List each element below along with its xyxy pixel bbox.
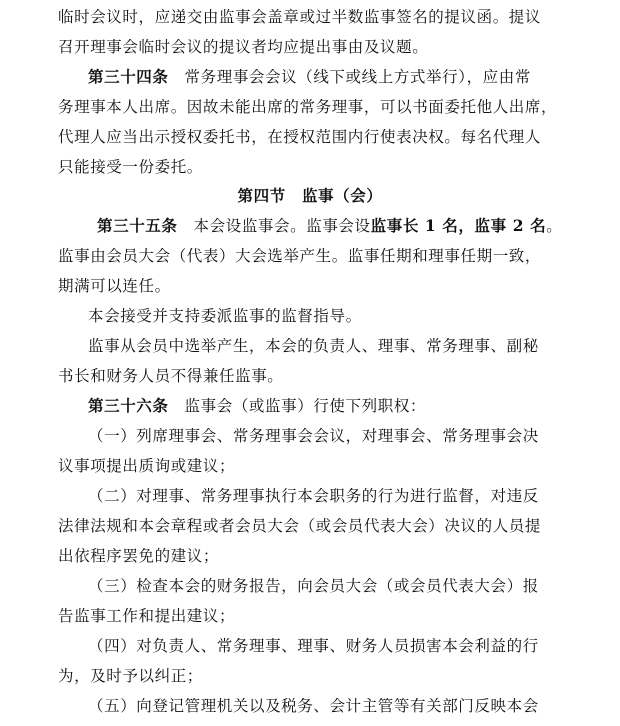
- list-item: （三）检查本会的财务报告，向会员大会（或会员代表大会）报: [88, 577, 539, 595]
- text-line: 书长和财务人员不得兼任监事。: [58, 367, 284, 385]
- section-heading: 第四节 监事（会）: [237, 186, 383, 205]
- article-text: 监事会（或监事）行使下列职权：: [184, 397, 427, 415]
- article-34: [88, 62, 568, 92]
- list-item: （一）列席理事会、常务理事会会议，对理事会、常务理事会决: [88, 427, 539, 445]
- text-line: 告监事工作和提出建议；: [58, 607, 236, 625]
- text-line: 期满可以连任。: [58, 277, 171, 295]
- article-text: 常务理事会会议（线下或线上方式举行），应由常: [184, 68, 531, 86]
- text-line: 监事由会员大会（代表）大会选举产生。监事任期和理事任期一致，: [58, 247, 542, 265]
- list-item: （五）向登记管理机关以及税务、会计主管等有关部门反映本会: [88, 697, 539, 715]
- text-line: 出依程序罢免的建议；: [58, 547, 220, 565]
- list-item: （四）对负责人、常务理事、理事、财务人员损害本会利益的行: [88, 637, 539, 655]
- article-text-bold: 监事长 1 名，监事 2 名: [370, 216, 547, 235]
- text-line: 议事项提出质询或建议；: [58, 457, 236, 475]
- text-line: 只能接受一份委托。: [58, 158, 203, 176]
- article-text: 。: [546, 217, 563, 235]
- text-line: 召开理事会临时会议的提议者均应提出事由及议题。: [58, 38, 429, 56]
- text-line: 临时会议时，应递交由监事会盖章或过半数监事签名的提议函。提议: [58, 8, 542, 26]
- article-title: 第三十四条: [88, 67, 169, 86]
- article-36: [88, 391, 568, 421]
- text-line: 本会接受并支持委派监事的监督指导。: [88, 307, 362, 325]
- article-text: 本会设监事会。监事会设: [193, 217, 371, 235]
- text-line: 代理人应当出示授权委托书，在授权范围内行使表决权。每名代理人: [58, 128, 542, 146]
- text-line: 为，及时予以纠正；: [58, 667, 203, 685]
- list-item: （二）对理事、常务理事执行本会职务的行为进行监督，对违反: [88, 487, 539, 505]
- text-line: 监事从会员中选举产生，本会的负责人、理事、常务理事、副秘: [88, 337, 539, 355]
- article-title: 第三十六条: [88, 396, 169, 415]
- text-line: 务理事本人出席。因故未能出席的常务理事，可以书面委托他人出席，: [58, 98, 558, 116]
- text-line: 法律法规和本会章程或者会员大会（或会员代表大会）决议的人员提: [58, 517, 542, 535]
- article-title: 第三十五条: [97, 216, 178, 235]
- article-35: [97, 211, 568, 241]
